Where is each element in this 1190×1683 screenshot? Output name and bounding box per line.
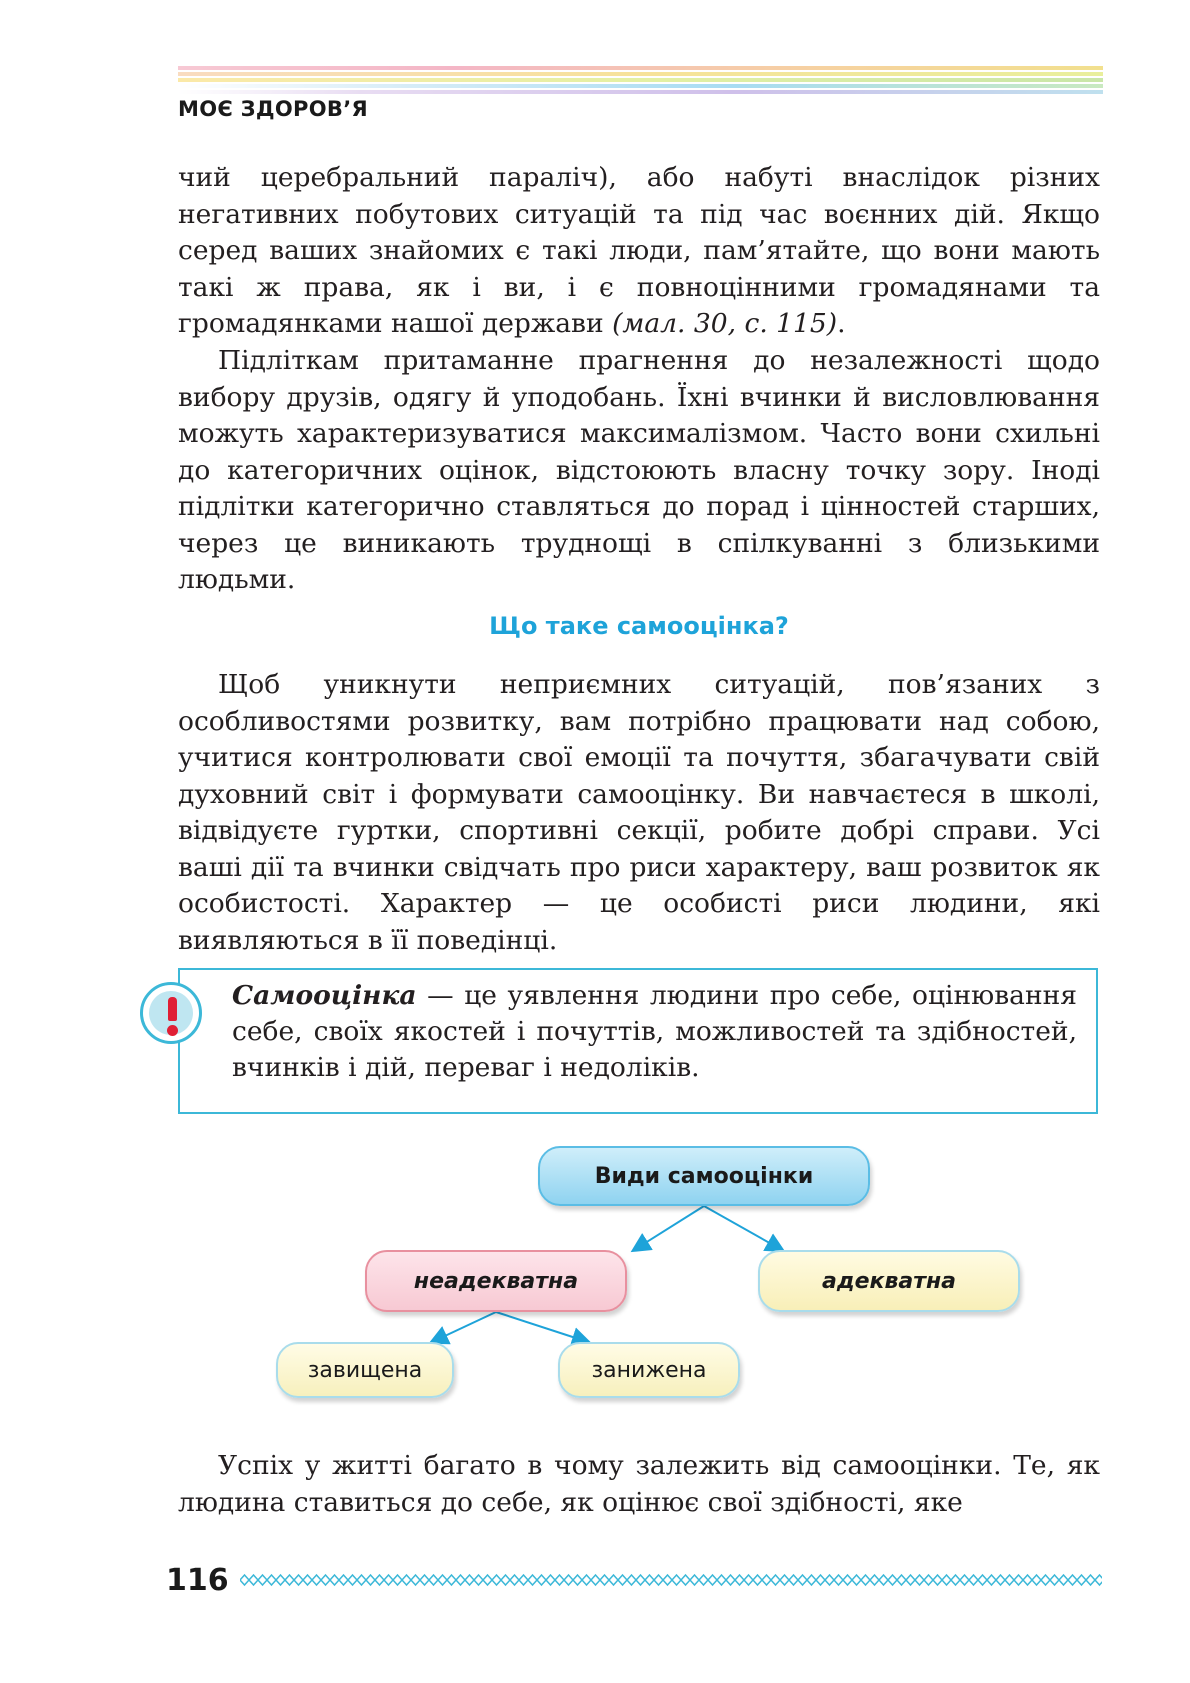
figure-reference: (мал. 30, с. 115) (612, 308, 838, 339)
paragraph-4: Успіх у житті багато в чому залежить від самооцінки. Те, як людина ставиться до себе, як оцінює свої здібності, яке (178, 1450, 1100, 1518)
diagram-root-node: Види самооцінки (538, 1146, 870, 1206)
definition-text: Самооцінка — це уявлення людини про себе, оцінювання себе, своїх якостей і почуттів, можливостей та здібностей, вчинків і дій, переваг і недоліків. (232, 980, 1077, 1083)
section-title: МОЄ ЗДОРОВ’Я (178, 97, 368, 121)
header-decorative-stripes (178, 66, 1103, 96)
arrow-root-right (704, 1206, 782, 1250)
paragraph-2: Підліткам притаманне прагнення до незалежності щодо вибору друзів, одягу й уподобань. Їхні вчинки й висловлювання можуть характеризуватися максималізмом. Часто вони схильні до категоричних оцінок, відстоюють власну точку зору. Іноді підлітки категорично ставляться до порад і цінностей старших, через це виникають труднощі в спілкуванні з близькими людьми. (178, 345, 1100, 595)
arrow-left-leaf2 (496, 1312, 588, 1342)
diagram-node-adequate: адекватна (758, 1250, 1020, 1312)
diagram-node-overestimated: завищена (276, 1342, 454, 1398)
paragraph-3: Щоб уникнути неприємних ситуацій, пов’язаних з особливостями розвитку, вам потрібно працювати над собою, учитися контролювати свої емоції та почуття, збагачувати свій духовний світ і формувати самооцінку. Ви навчаєтеся в школі, відвідуєте гуртки, спортивні секції, робите добрі справи. Усі ваші дії та вчинки свідчать про риси характеру, ваш розвиток як особистості. Характер — це особисті риси людини, які виявляються в її поведінці. (178, 669, 1100, 956)
footer-decorative-chain (240, 1573, 1102, 1587)
diagram-node-inadequate: неадекватна (365, 1250, 627, 1312)
paragraph-1-text: чий церебральний параліч), або набуті внаслідок різних негативних побутових ситуацій та під час воєнних дій. Якщо серед ваших знайомих є такі люди, пам’ятайте, що вони мають такі ж права, як і ви, і є повноцінними громадянами та громадянками нашої держави (178, 162, 1100, 339)
arrow-root-left (634, 1206, 704, 1250)
exclamation-icon (140, 982, 202, 1044)
subheading: Що таке самооцінка? (489, 612, 789, 640)
page-number: 116 (166, 1563, 229, 1598)
diagram-node-underestimated: занижена (558, 1342, 740, 1398)
paragraph-1: чий церебральний параліч), або набуті внаслідок різних негативних побутових ситуацій та під час воєнних дій. Якщо серед ваших знайомих є такі люди, пам’ятайте, що вони мають такі ж права, як і ви, і є повноцінними громадянами та громадянками нашої держави (мал. 30, с. 115). (178, 162, 1100, 339)
arrow-left-leaf1 (432, 1312, 496, 1342)
definition-term: Самооцінка (232, 980, 417, 1011)
